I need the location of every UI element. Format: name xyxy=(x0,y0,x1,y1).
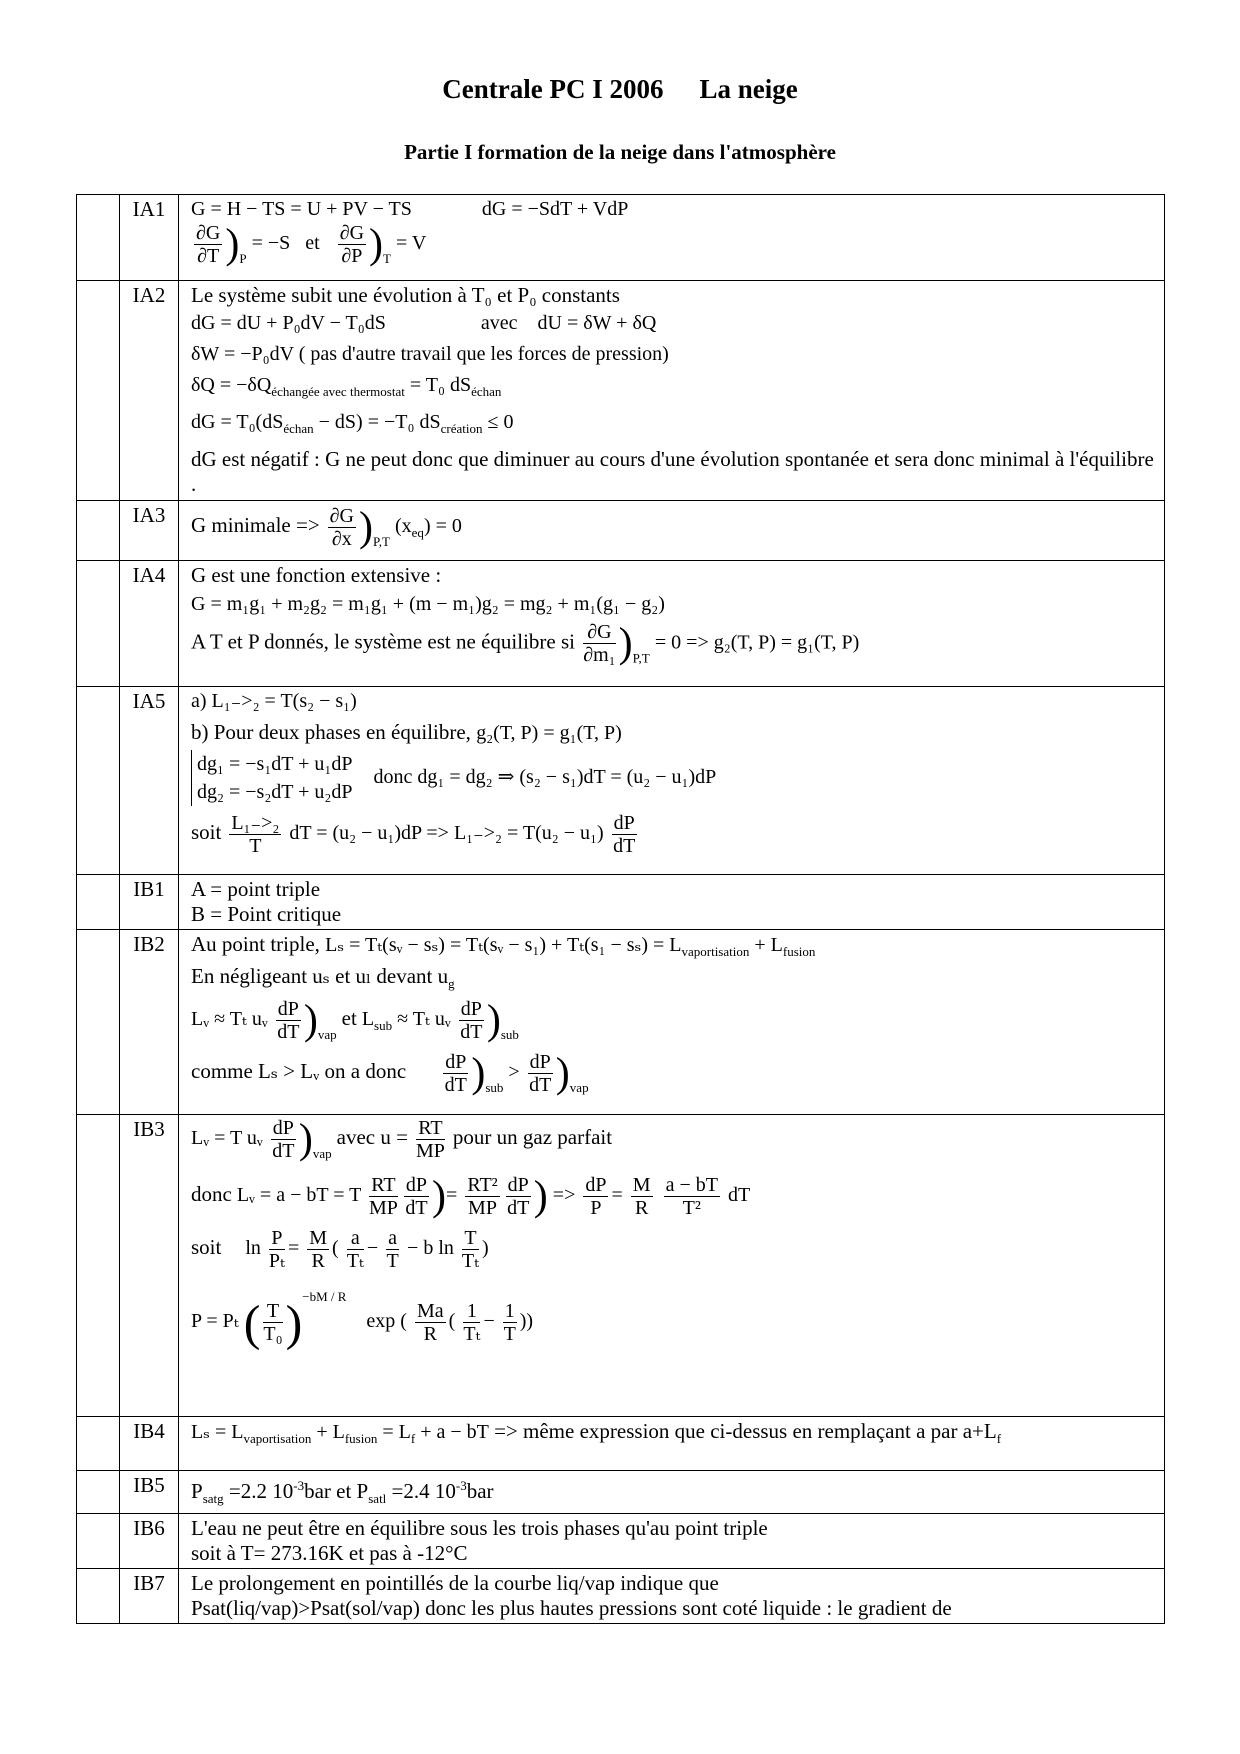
ia2-eq5a: dG = T₀(dS xyxy=(191,411,284,433)
ib3-rt2: RT² xyxy=(467,1174,498,1197)
ia4-text1: G est une fonction extensive : xyxy=(191,563,442,587)
table-row xyxy=(77,687,1165,875)
ia2-text2: ( pas d'autre travail que les forces de pression) xyxy=(298,343,669,365)
table-row xyxy=(77,1471,1165,1514)
ib5-s2: satl xyxy=(368,1491,387,1506)
row-label: IA5 xyxy=(120,687,179,875)
ib3-imp: => xyxy=(552,1184,576,1207)
ib3-m2: M xyxy=(309,1227,328,1250)
ib2-dp2: dP xyxy=(460,998,482,1020)
ib4-eq3: + a − bT xyxy=(415,1421,489,1443)
ib4-eq: Lₛ = L xyxy=(191,1421,244,1443)
ia2-eq2: dU = δW + δQ xyxy=(537,312,657,334)
ib3-t0: T₀ xyxy=(263,1323,283,1345)
ib4-s2: fusion xyxy=(344,1431,378,1446)
ib3-dt: dT xyxy=(272,1140,295,1162)
ib3-avec: avec u = xyxy=(336,1125,408,1150)
ia5-donc: donc dg₁ = dg₂ ⇒ (s₂ − s₁)dT = (u₂ − u₁)dP xyxy=(373,765,717,788)
ib3-uden: MP xyxy=(415,1140,445,1162)
ia5-frac-num: L₁₋>₂ xyxy=(231,812,280,834)
ia4-text2: A T et P donnés, le système est ne équilibre si xyxy=(191,629,575,654)
ib2-vap: vap xyxy=(317,1027,337,1043)
ib3-dp4: dP xyxy=(585,1174,607,1197)
page-subtitle: Partie I formation de la neige dans l'atmosphère xyxy=(404,140,836,164)
ia5-b-eq: g₂(T, P) = g₁(T, P) xyxy=(476,722,622,744)
ib3-a2: a xyxy=(388,1227,398,1250)
row-label: IA2 xyxy=(120,281,179,501)
ib5-t2: =2.2 10 xyxy=(223,1479,294,1503)
ib3-dp3: dP xyxy=(507,1174,529,1197)
ib3-one2: 1 xyxy=(504,1300,515,1322)
row-label: IB3 xyxy=(120,1115,179,1417)
ib2-eq1s1: vaportisation xyxy=(681,944,750,959)
ib4-text: => même expression que ci-dessus en remplaçant a par a+L xyxy=(494,1419,997,1443)
ia5-frac-den: T xyxy=(249,835,262,857)
ia1-et: et xyxy=(305,232,320,255)
ia5-frac2-den: dT xyxy=(613,835,636,857)
ib3-expword: exp ( xyxy=(366,1310,407,1333)
ib3-r3: R xyxy=(423,1323,437,1345)
row-label: IB6 xyxy=(120,1514,179,1569)
ib1-line1: A = point triple xyxy=(191,877,321,901)
row-label: IB7 xyxy=(120,1569,179,1624)
ib3-lv: Lᵥ = T uᵥ xyxy=(191,1127,263,1150)
ia5-sys2: dg₂ = −s₂dT + u₂dP xyxy=(197,781,353,803)
ib3-one: 1 xyxy=(463,1300,480,1323)
ib6-line1: L'eau ne peut être en équilibre sous les trois phases qu'au point triple xyxy=(191,1516,768,1540)
ib3-p: P xyxy=(590,1197,602,1220)
ia2-eq5c: − dS) = −T₀ dS xyxy=(318,411,441,433)
ia3-eq1end: ) = 0 xyxy=(423,515,462,538)
ia2-eq5b: échan xyxy=(283,421,314,436)
ia2-eq1: dG = dU + P₀dV − T₀dS xyxy=(191,312,386,334)
ib2-text2sub: g xyxy=(448,976,455,991)
ib2-lsubsub: sub xyxy=(374,1018,393,1034)
ib2-dt2: dT xyxy=(460,1021,483,1043)
ib2-dt4: dT xyxy=(529,1074,552,1097)
ib2-eq1s2: fusion xyxy=(782,944,816,959)
ib5-e2: -3 xyxy=(455,1478,467,1493)
ib3-soit: soit xyxy=(191,1235,222,1260)
ib3-p2: P xyxy=(269,1227,285,1250)
ib7-line2: Psat(liq/vap)>Psat(sol/vap) donc les plus hautes pressions sont coté liquide : le gradient de xyxy=(191,1596,952,1620)
ib3-a: a xyxy=(347,1227,364,1250)
ib4-s1: vaportisation xyxy=(243,1431,312,1446)
ia2-eq3: δW = −P₀dV xyxy=(191,343,294,365)
ia4-eq1: G = m₁g₁ + m₂g₂ = m₁g₁ + (m − m₁)g₂ = mg₂ + m₁(g₁ − g₂) xyxy=(191,593,665,615)
ib3-dt3: dT xyxy=(507,1197,530,1220)
ib3-mp: MP xyxy=(369,1197,398,1220)
ia5-sys1: dg₁ = −s₁dT + u₁dP xyxy=(197,753,353,775)
answers-table xyxy=(76,194,1165,1624)
ia2-eq5d: création xyxy=(440,421,483,436)
ia5-a: a) L₁₋>₂ = T(s₂ − s₁) xyxy=(191,690,357,712)
ia2-eq4b: échangée avec thermostat xyxy=(271,384,405,399)
ib3-eq2: Lᵥ = a − bT = T xyxy=(236,1184,361,1207)
ib5-s1: satg xyxy=(202,1491,224,1506)
ib3-t2b: T xyxy=(462,1227,479,1250)
ib4-m: + L xyxy=(311,1421,345,1443)
ib2-lv: Lᵥ ≈ Tₜ uᵥ xyxy=(191,1008,268,1031)
ib2-eq1: Lₛ = Tₜ(sᵥ − sₛ) = Tₜ(sᵥ − s₁) + Tₜ(s₁ − sₛ) = L xyxy=(325,934,682,956)
ib5-t4: =2.4 10 xyxy=(386,1479,456,1503)
ib3-rt: RT xyxy=(369,1174,398,1197)
ia1-eq2: dG = −SdT + VdP xyxy=(481,198,629,220)
ib2-comme: comme Lₛ > Lᵥ on a donc xyxy=(191,1059,407,1084)
ib7-line1: Le prolongement en pointillés de la courbe liq/vap indique que xyxy=(191,1571,719,1595)
ib3-dt2: dT xyxy=(405,1197,428,1220)
ib3-dp: dP xyxy=(272,1117,294,1139)
ia5-b-text: b) Pour deux phases en équilibre, xyxy=(191,720,471,744)
ib3-end: )) xyxy=(519,1310,534,1333)
ib3-t4: T xyxy=(503,1323,516,1345)
ib3-donc: donc xyxy=(191,1182,232,1207)
ib5-e1: -3 xyxy=(293,1478,305,1493)
ib5-t3: bar et P xyxy=(304,1479,369,1503)
ib6-line2: soit à T= 273.16K et pas à -12°C xyxy=(191,1541,468,1565)
title-right: La neige xyxy=(699,74,798,104)
ib3-vap: vap xyxy=(312,1146,332,1162)
ib3-tt: Tₜ xyxy=(346,1250,364,1273)
row-label: IB1 xyxy=(120,875,179,930)
ib3-ln: ln xyxy=(245,1237,261,1260)
table-row xyxy=(77,281,1165,501)
ia5-eq-mid: dT = (u₂ − u₁)dP => L₁₋>₂ = T(u₂ − u₁) xyxy=(289,822,604,845)
ib3-mp2: MP xyxy=(468,1197,497,1220)
ia5-frac2-num: dP xyxy=(613,812,635,834)
ib4-s3: f xyxy=(410,1431,416,1446)
ib2-dt3: dT xyxy=(444,1074,467,1097)
ia2-text1: Le système subit une évolution à T₀ et P₀ constants xyxy=(191,283,620,307)
ib2-lsub: L xyxy=(361,1008,375,1031)
ib3-dt4: dT xyxy=(727,1184,751,1207)
table-row: IB2 Au point triple, Lₛ = Tₜ(sᵥ − sₛ) = Tₜ(sᵥ − $s_1) + T_t(s_1 - s_s) = L_{vaportisation} + L_{fusion}$ En négligeant uₛ et uₗ devant $u_g$ Lᵥ ≈ Tₜ uᵥ $\frac{dP}{dT}$ )$_{vap}$ et $L_{sub} \approx T_t$ uᵥ $\frac{dP}{dT}$ )$_{sub}$ comme Lₛ > Lᵥ on a donc $\frac{dP}{dT}$ )$_{sub}$ > $\frac{dP}{dT}$ )$_{vap}$ xyxy=(77,930,1165,1115)
table-row xyxy=(77,1417,1165,1471)
row-label: IB4 xyxy=(120,1417,179,1471)
ib3-t2: T² xyxy=(682,1197,701,1220)
ib2-text1: Au point triple, xyxy=(191,932,320,956)
ib4-textsub: f xyxy=(996,1431,1002,1446)
ib5-p1: P xyxy=(191,1479,203,1503)
ib2-eq1m: + L xyxy=(749,934,783,956)
ib3-r2: R xyxy=(311,1250,325,1273)
ib2-text2: En négligeant uₛ et uₗ devant u xyxy=(191,964,449,988)
ib3-amb: a − bT xyxy=(665,1174,718,1197)
ia3-eq1: (x xyxy=(394,515,412,538)
ia3-eq1sub: eq xyxy=(411,525,424,541)
ib3-t3: T xyxy=(263,1300,282,1323)
table-row xyxy=(77,1569,1165,1624)
row-label: IA3 xyxy=(120,501,179,561)
ia1-eq3b: = V xyxy=(395,232,427,255)
ib2-dt: dT xyxy=(277,1021,300,1043)
ib2-sub: sub xyxy=(500,1027,519,1043)
ia2-eq5e: ≤ 0 xyxy=(487,411,514,433)
ib2-et: et xyxy=(341,1006,357,1031)
row-label: IA1 xyxy=(120,195,179,281)
table-row xyxy=(77,1514,1165,1569)
ia3-text1: G minimale => xyxy=(191,513,320,538)
ib3-pfinal: P = Pₜ xyxy=(191,1310,239,1333)
ib5-t5: bar xyxy=(466,1479,494,1503)
ib2-lsubrest: ≈ Tₜ uᵥ xyxy=(397,1008,451,1031)
ib3-dp2: dP xyxy=(405,1174,428,1197)
ia4-eq2: = 0 => g₂(T, P) = g₁(T, P) xyxy=(654,631,860,654)
ia2-eq4d: échan xyxy=(471,384,502,399)
ia2-eq4a: δQ = −δQ xyxy=(191,374,272,396)
ib3-tt2: Tₜ xyxy=(461,1250,480,1273)
ia2-text3: dG est négatif : G ne peut donc que diminuer au cours d'une évolution spontanée et sera donc minimal à l'équilibre . xyxy=(191,447,1154,496)
ib2-sub2: sub xyxy=(485,1080,504,1096)
row-label: IB5 xyxy=(120,1471,179,1514)
ib3-pt: Pₜ xyxy=(268,1250,285,1273)
ia1-eq1: G = H − TS = U + PV − TS xyxy=(191,198,412,220)
ia2-avec: avec xyxy=(480,312,518,334)
ib3-close: ) xyxy=(482,1237,489,1260)
ib2-gt: > xyxy=(508,1061,520,1084)
ia5-soit: soit xyxy=(191,820,222,845)
table-row: IA1 G = H − TS = U + PV − TS dG = −SdT + VdP $\frac{\partial G}{\partial T}$ )$_P = -S$ et $\frac{\partial G}{\partial P}$ )$_T = V$ xyxy=(77,195,1165,281)
page-title xyxy=(0,74,1240,105)
ib3-unum: RT xyxy=(416,1117,445,1140)
title-left: Centrale PC I 2006 xyxy=(442,74,664,104)
ib4-eq2: = L xyxy=(377,1421,411,1443)
table-row xyxy=(77,875,1165,930)
ib3-ma: Ma xyxy=(416,1300,444,1322)
ib2-dp3: dP xyxy=(445,1051,467,1074)
ib2-vap2: vap xyxy=(569,1080,589,1096)
ib2-dp: dP xyxy=(277,998,299,1020)
ib3-exp: −bM / R xyxy=(302,1289,347,1305)
ib3-r: R xyxy=(634,1197,649,1220)
ib3-bln: − b ln xyxy=(407,1237,454,1260)
ib2-dp4: dP xyxy=(529,1051,551,1074)
ib3-t: T xyxy=(386,1250,399,1273)
table-row: IA3 G minimale => $\frac{\partial G}{\partial x}$ )$_{P,T}$ $(x_{eq}) = 0$ xyxy=(77,501,1165,561)
ia2-eq4c: = T₀ dS xyxy=(409,374,472,396)
ib3-tt3: Tₜ xyxy=(463,1323,481,1345)
ib3-m: M xyxy=(632,1174,651,1197)
row-label: IA4 xyxy=(120,561,179,687)
row-label: IB2 xyxy=(120,930,179,1115)
ib3-gaz: pour un gaz parfait xyxy=(452,1125,613,1150)
table-row: IA4 G est une fonction extensive : G = m₁g₁ + m₂g₂ = m₁g₁ + (m − m₁)g₂ = mg₂ + m₁(g₁ − g₂) A T et P donnés, le système est ne équilibre si $\frac{\partial G}{\text{∂m₁}}$ )$_{P,T} = 0 => g_2(T$, P) = g₁(T, P) xyxy=(77,561,1165,687)
table-row: IB3 Lᵥ = T uᵥ $\frac{dP}{dT}$ )$_{vap}$ avec u = $\frac{RT}{MP}$ pour un gaz parfait donc Lᵥ = a − bT = T $\frac{RT}{MP}$ $\frac{dP}{dT}$ )= $\frac{\text{RT²}}{MP}$ $\frac{dP}{dT}$ ) => $\frac{dP}{P}$ = $\frac{M}{R}$ $\frac{a - bT}{\text{T²}}$ dT soit ln $\frac{P}{\text{Pₜ}}$ = $\frac{M}{R}$ ( $\frac{a}{\text{Tₜ}}$ − $\frac{a}{T}$ − b ln $\frac{T}{\text{Tₜ}}$ ) P = Pₜ ( $\frac{T}{\text{T₀}}$ )$^{-bM / R}$ exp ( $\frac{Ma}{R}$ ( $\frac{1}{\text{Tₜ}}$ − $\frac{1}{T}$ )) xyxy=(77,1115,1165,1417)
ia1-eq3a: = −S xyxy=(251,232,291,255)
ib1-line2: B = Point critique xyxy=(191,902,342,926)
